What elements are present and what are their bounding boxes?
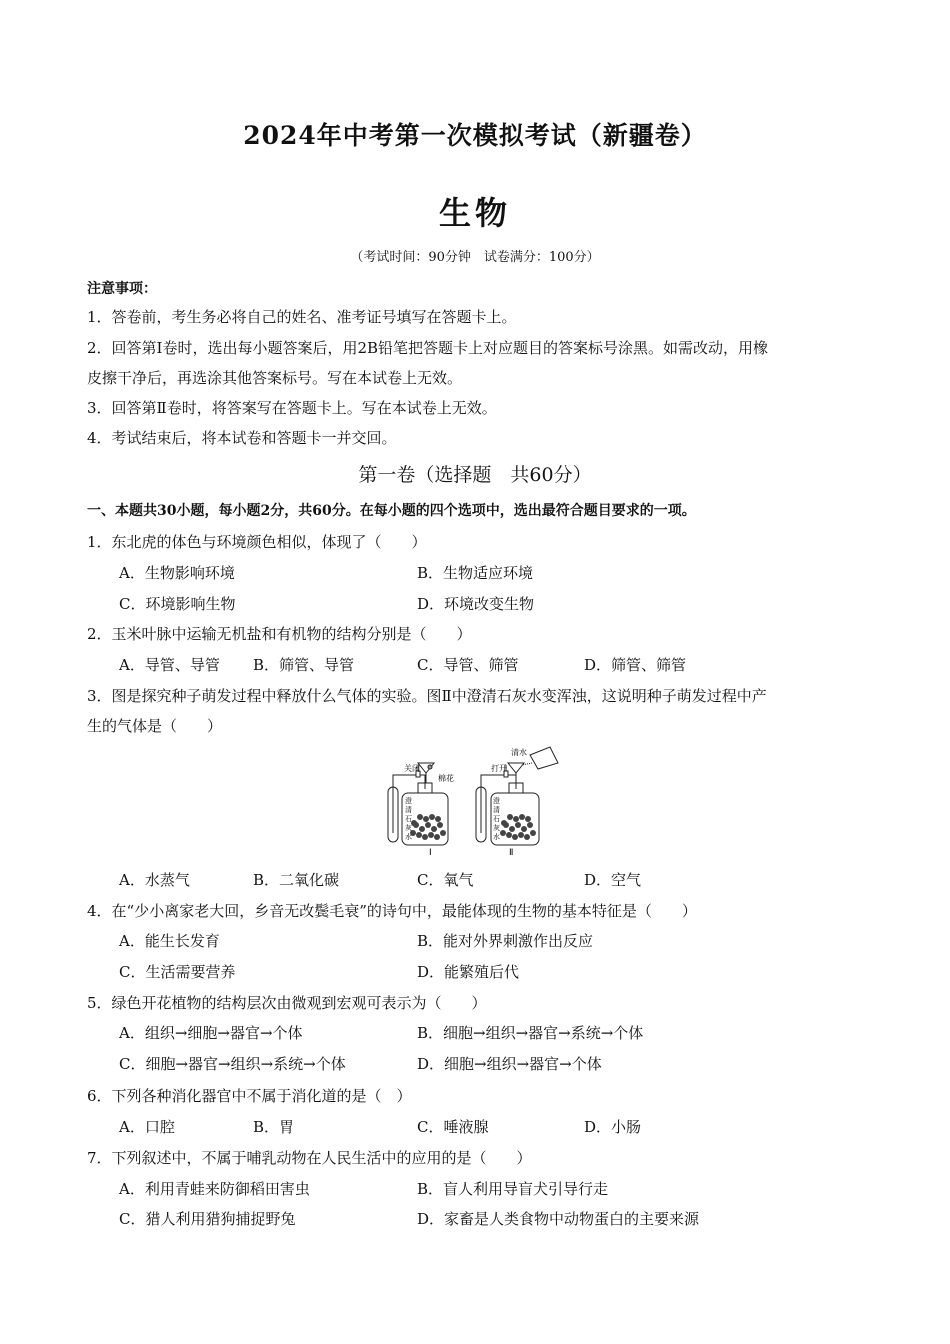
lime-char: 清 <box>405 806 412 814</box>
note-item: 2．回答第Ⅰ卷时，选出每小题答案后，用2B铅笔把答题卡上对应题目的答案标号涂黑。如需改动，用橡 <box>87 339 769 357</box>
option-d[interactable]: D．筛管、筛管 <box>584 656 687 674</box>
question-stem: 5．绿色开花植物的结构层次由微观到宏观可表示为（ ） <box>87 994 487 1012</box>
note-item: 皮擦干净后，再选涂其他答案标号。写在本试卷上无效。 <box>87 369 463 387</box>
option-b[interactable]: B．生物适应环境 <box>417 564 534 582</box>
lime-char: 灰 <box>405 824 412 832</box>
option-d[interactable]: D．家畜是人类食物中动物蛋白的主要来源 <box>417 1210 700 1228</box>
option-a[interactable]: A．生物影响环境 <box>119 564 235 582</box>
option-b[interactable]: B．能对外界刺激作出反应 <box>417 932 594 950</box>
subject-title: 生物 <box>438 194 511 232</box>
note-item: 3．回答第Ⅱ卷时，将答案写在答题卡上。写在本试卷上无效。 <box>87 399 497 417</box>
lime-char: 石 <box>493 815 500 823</box>
option-a[interactable]: A．组织→细胞→器官→个体 <box>119 1024 303 1042</box>
part-heading: 一、本题共30小题，每小题2分，共60分。在每小题的四个选项中，选出最符合题目要求的一项。 <box>87 503 696 519</box>
option-d[interactable]: D．空气 <box>584 871 642 889</box>
label-setup-2: Ⅱ <box>509 848 514 858</box>
option-a[interactable]: A．水蒸气 <box>119 871 190 889</box>
lime-char: 水 <box>405 833 412 841</box>
lime-char: 澄 <box>493 797 500 805</box>
label-cotton: 棉花 <box>438 774 454 783</box>
seeds-2 <box>500 814 536 840</box>
experiment-figure <box>380 745 570 864</box>
label-setup-1: Ⅰ <box>429 848 432 858</box>
option-b[interactable]: B．筛管、导管 <box>253 656 355 674</box>
option-a[interactable]: A．导管、导管 <box>119 656 220 674</box>
option-d[interactable]: D．能繁殖后代 <box>417 963 520 981</box>
question-stem: 2．玉米叶脉中运输无机盐和有机物的结构分别是（ ） <box>87 625 472 643</box>
lime-char: 澄 <box>405 797 412 805</box>
option-b[interactable]: B．胃 <box>253 1118 295 1136</box>
option-b[interactable]: B．盲人利用导盲犬引导行走 <box>417 1180 609 1198</box>
option-d[interactable]: D．环境改变生物 <box>417 595 535 613</box>
option-c[interactable]: C．导管、筛管 <box>417 656 519 674</box>
option-c[interactable]: C．生活需要营养 <box>119 963 236 981</box>
option-b[interactable]: B．二氧化碳 <box>253 871 340 889</box>
question-stem: 1．东北虎的体色与环境颜色相似，体现了（ ） <box>87 533 427 551</box>
question-stem: 7．下列叙述中，不属于哺乳动物在人民生活中的应用的是（ ） <box>87 1149 532 1167</box>
question-stem: 3．图是探究种子萌发过程中释放什么气体的实验。图Ⅱ中澄清石灰水变浑浊，这说明种子萌发过程中产 <box>87 687 767 705</box>
setup-2 <box>476 747 558 845</box>
option-a[interactable]: A．口腔 <box>119 1118 175 1136</box>
lime-char: 清 <box>493 806 500 814</box>
label-water: 清水 <box>511 748 527 757</box>
option-c[interactable]: C．唾液腺 <box>417 1118 489 1136</box>
question-stem: 6．下列各种消化器官中不属于消化道的是（ ） <box>87 1087 412 1105</box>
option-d[interactable]: D．细胞→组织→器官→个体 <box>417 1055 602 1073</box>
label-close: 关闭 <box>404 764 420 773</box>
option-c[interactable]: C．猎人利用猎狗捕捉野兔 <box>119 1210 296 1228</box>
question-stem-cont: 生的气体是（ ） <box>87 717 223 735</box>
option-c[interactable]: C．细胞→器官→组织→系统→个体 <box>119 1055 346 1073</box>
note-item: 1．答卷前，考生务必将自己的姓名、准考证号填写在答题卡上。 <box>87 308 517 326</box>
lime-char: 水 <box>493 833 500 841</box>
exam-meta: （考试时间：90分钟 试卷满分：100分） <box>350 250 600 265</box>
section-title: 第一卷（选择题 共60分） <box>358 464 592 486</box>
note-item: 4．考试结束后，将本试卷和答题卡一并交回。 <box>87 429 397 447</box>
option-d[interactable]: D．小肠 <box>584 1118 642 1136</box>
option-a[interactable]: A．能生长发育 <box>119 932 220 950</box>
option-c[interactable]: C．氧气 <box>417 871 474 889</box>
exam-title: 2024年中考第一次模拟考试（新疆卷） <box>243 121 707 150</box>
seeds-1 <box>410 814 446 840</box>
lime-char: 灰 <box>493 824 500 832</box>
option-b[interactable]: B．细胞→组织→器官→系统→个体 <box>417 1024 644 1042</box>
lime-char: 石 <box>405 815 412 823</box>
notes-heading: 注意事项： <box>87 281 157 297</box>
option-a[interactable]: A．利用青蛙来防御稻田害虫 <box>119 1180 310 1198</box>
question-stem: 4．在“少小离家老大回，乡音无改鬓毛衰”的诗句中，最能体现的生物的基本特征是（ ） <box>87 902 697 920</box>
label-open: 打开 <box>491 764 507 773</box>
option-c[interactable]: C．环境影响生物 <box>119 595 236 613</box>
